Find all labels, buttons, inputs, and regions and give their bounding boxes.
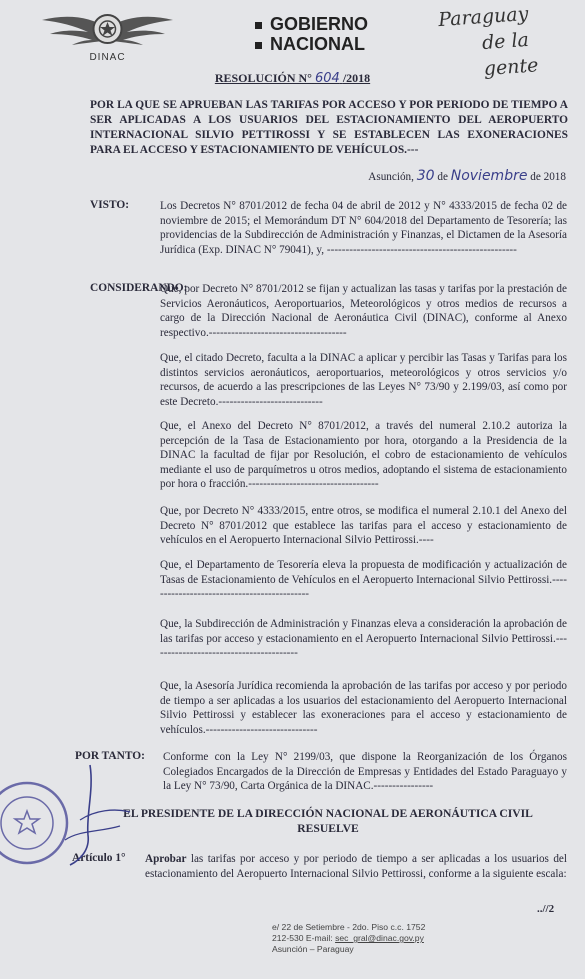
logo-text: DINAC xyxy=(89,52,126,63)
date-month: Noviembre xyxy=(450,168,528,184)
date-year: de 2018 xyxy=(530,171,566,183)
resolution-heading: POR LA QUE SE APRUEBAN LAS TARIFAS POR ACCESO Y POR PERIODO DE TIEMPO A SER APLICADAS A LOS USUARIOS DEL ESTACIONAMIENTO DEL AEROPUERTO INTERNACIONAL SILVIO PETTIROSSI Y SE ESTABLECEN LAS EXONERACIONES PARA EL ACCESO Y ESTACIONAMIENTO DE VEHÍCULOS.--- xyxy=(90,99,568,156)
resolution-title xyxy=(0,71,585,86)
considerando-label: CONSIDERANDO: xyxy=(90,282,188,294)
resolution-prefix: RESOLUCIÓN N° xyxy=(214,71,312,85)
visto-label: VISTO: xyxy=(90,199,130,211)
article-1-verb: Aprobar xyxy=(145,853,187,865)
gobierno-nacional-logo xyxy=(255,14,368,54)
page-marker: ..//2 xyxy=(537,903,555,915)
date-city: Asunción, xyxy=(368,171,414,183)
winged-emblem-icon xyxy=(40,8,175,52)
considerando-paragraph: Que, por Decreto N° 8701/2012 se fijan y actualizan las tasas y tarifas por la prestación de Servicios Aeronáuticos, Aeroportuarios, Meteorológicos y otros medios de recursos a cargo de la Dirección Nacional de Aeronáutica Civil (DINAC), conforme al Anexo respectivo.------------------------------------- xyxy=(160,283,567,339)
date-day: 30 xyxy=(416,168,435,184)
article-1-text xyxy=(145,852,567,881)
considerando-paragraph: Que, por Decreto N° 4333/2015, entre otros, se modifica el numeral 2.10.1 del Anexo del Decreto N° 8701/2012 que establece las tarifas para el acceso y estacionamiento de vehículos en el Aeropuerto Internacional Silvio Pettirossi.---- xyxy=(160,505,567,546)
date-de1: de xyxy=(437,171,448,183)
footer-email: sec_gral@dinac.gov.py xyxy=(335,933,424,943)
document-date xyxy=(0,168,566,184)
footer-line2-prefix: 212-530 E-mail: xyxy=(272,933,336,943)
por-tanto-text: Conforme con la Ley N° 2199/03, que dispone la Reorganización de los Órganos Colegiados Encargados de la Dirección de Empresas y Entidades del Estado Paraguayo y la Ley N° 73/90, Carta Orgánica de la DINAC.---------------- xyxy=(163,751,567,792)
article-1-label: Artículo 1° xyxy=(72,852,126,864)
considerando-paragraph: Que, la Subdirección de Administración y Finanzas eleva a consideración la aprobación de las tarifas por acceso y estacionamiento en el Aeropuerto Internacional Silvio Pettirossi.---------------------------------------- xyxy=(160,618,567,659)
considerando-paragraph: Que, el Anexo del Decreto N° 8701/2012, a través del numeral 2.10.2 autoriza la percepción de la Tasa de Estacionamiento por hora, otorgando a la Presidencia de la DINAC la facultad de fijar por Resolución, el cobro de estacionamiento de vehículos mediante el uso de parquímetros u otros medios, adoptando el sistema de estacionamiento por hora o fracción.----------------------------------- xyxy=(160,420,567,490)
resuelve-line: RESUELVE xyxy=(297,822,359,835)
gobierno-line1: GOBIERNO xyxy=(270,14,369,34)
dinac-logo xyxy=(40,8,175,68)
signature-icon xyxy=(60,760,140,870)
slogan-line1: Paraguay xyxy=(437,2,530,32)
considerando-paragraph: Que, el citado Decreto, faculta a la DINAC a aplicar y percibir las Tasas y Tarifas para los distintos servicios aeronáuticos, aeroportuarios, meteorológicos y otros servicios y/o recursos, de acuerdo a las prescripciones de las Leyes N° 73/90 y 2.199/03, así como por este Decreto.---------------------------- xyxy=(160,352,567,408)
footer-address xyxy=(272,922,425,955)
slogan-line2: de la gente xyxy=(481,28,540,81)
gobierno-line2: NACIONAL xyxy=(270,34,365,54)
considerando-paragraph: Que, la Asesoría Jurídica recomienda la aprobación de las tarifas por acceso y por periodo de tiempo a ser aplicadas a los usuarios del estacionamiento del Aeropuerto Internacional Silvio Pettirossi y establecer las exoneraciones para el acceso y estacionamiento de vehículos.------------------------------ xyxy=(160,680,567,736)
visto-text: Los Decretos N° 8701/2012 de fecha 04 de abril de 2012 y N° 4333/2015 de fecha 02 de noviembre de 2015; el Memorándum DT N° 604/2018 del Departamento de Tesorería; las providencias de la Subdirección de Administración y Finanzas, el Dictamen de la Asesoría Jurídica (Exp. DINAC N° 79041), y, --------------------------------------------------- xyxy=(160,200,567,256)
president-line1: EL PRESIDENTE DE LA DIRECCIÓN NACIONAL DE AERONÁUTICA CIVIL xyxy=(123,807,533,820)
por-tanto-label: POR TANTO: xyxy=(75,750,145,762)
footer-line3: Asunción – Paraguay xyxy=(272,944,354,954)
article-1-body: las tarifas por acceso y por periodo de tiempo a ser aplicadas a los usuarios del estacionamiento del Aeropuerto Internacional Silvio Pettirossi, conforme a la siguiente escala: xyxy=(145,853,567,880)
considerando-paragraph: Que, el Departamento de Tesorería eleva la propuesta de modificación y actualización de Tasas de Estacionamiento de Vehículos en el Aeropuerto Internacional Silvio Pettirossi.-------------------------------------------- xyxy=(160,559,567,600)
president-heading xyxy=(88,806,568,836)
footer-line1: e/ 22 de Setiembre - 2do. Piso c.c. 1752 xyxy=(272,922,426,932)
resolution-number: 604 xyxy=(314,71,340,86)
resolution-year: /2018 xyxy=(342,71,371,85)
